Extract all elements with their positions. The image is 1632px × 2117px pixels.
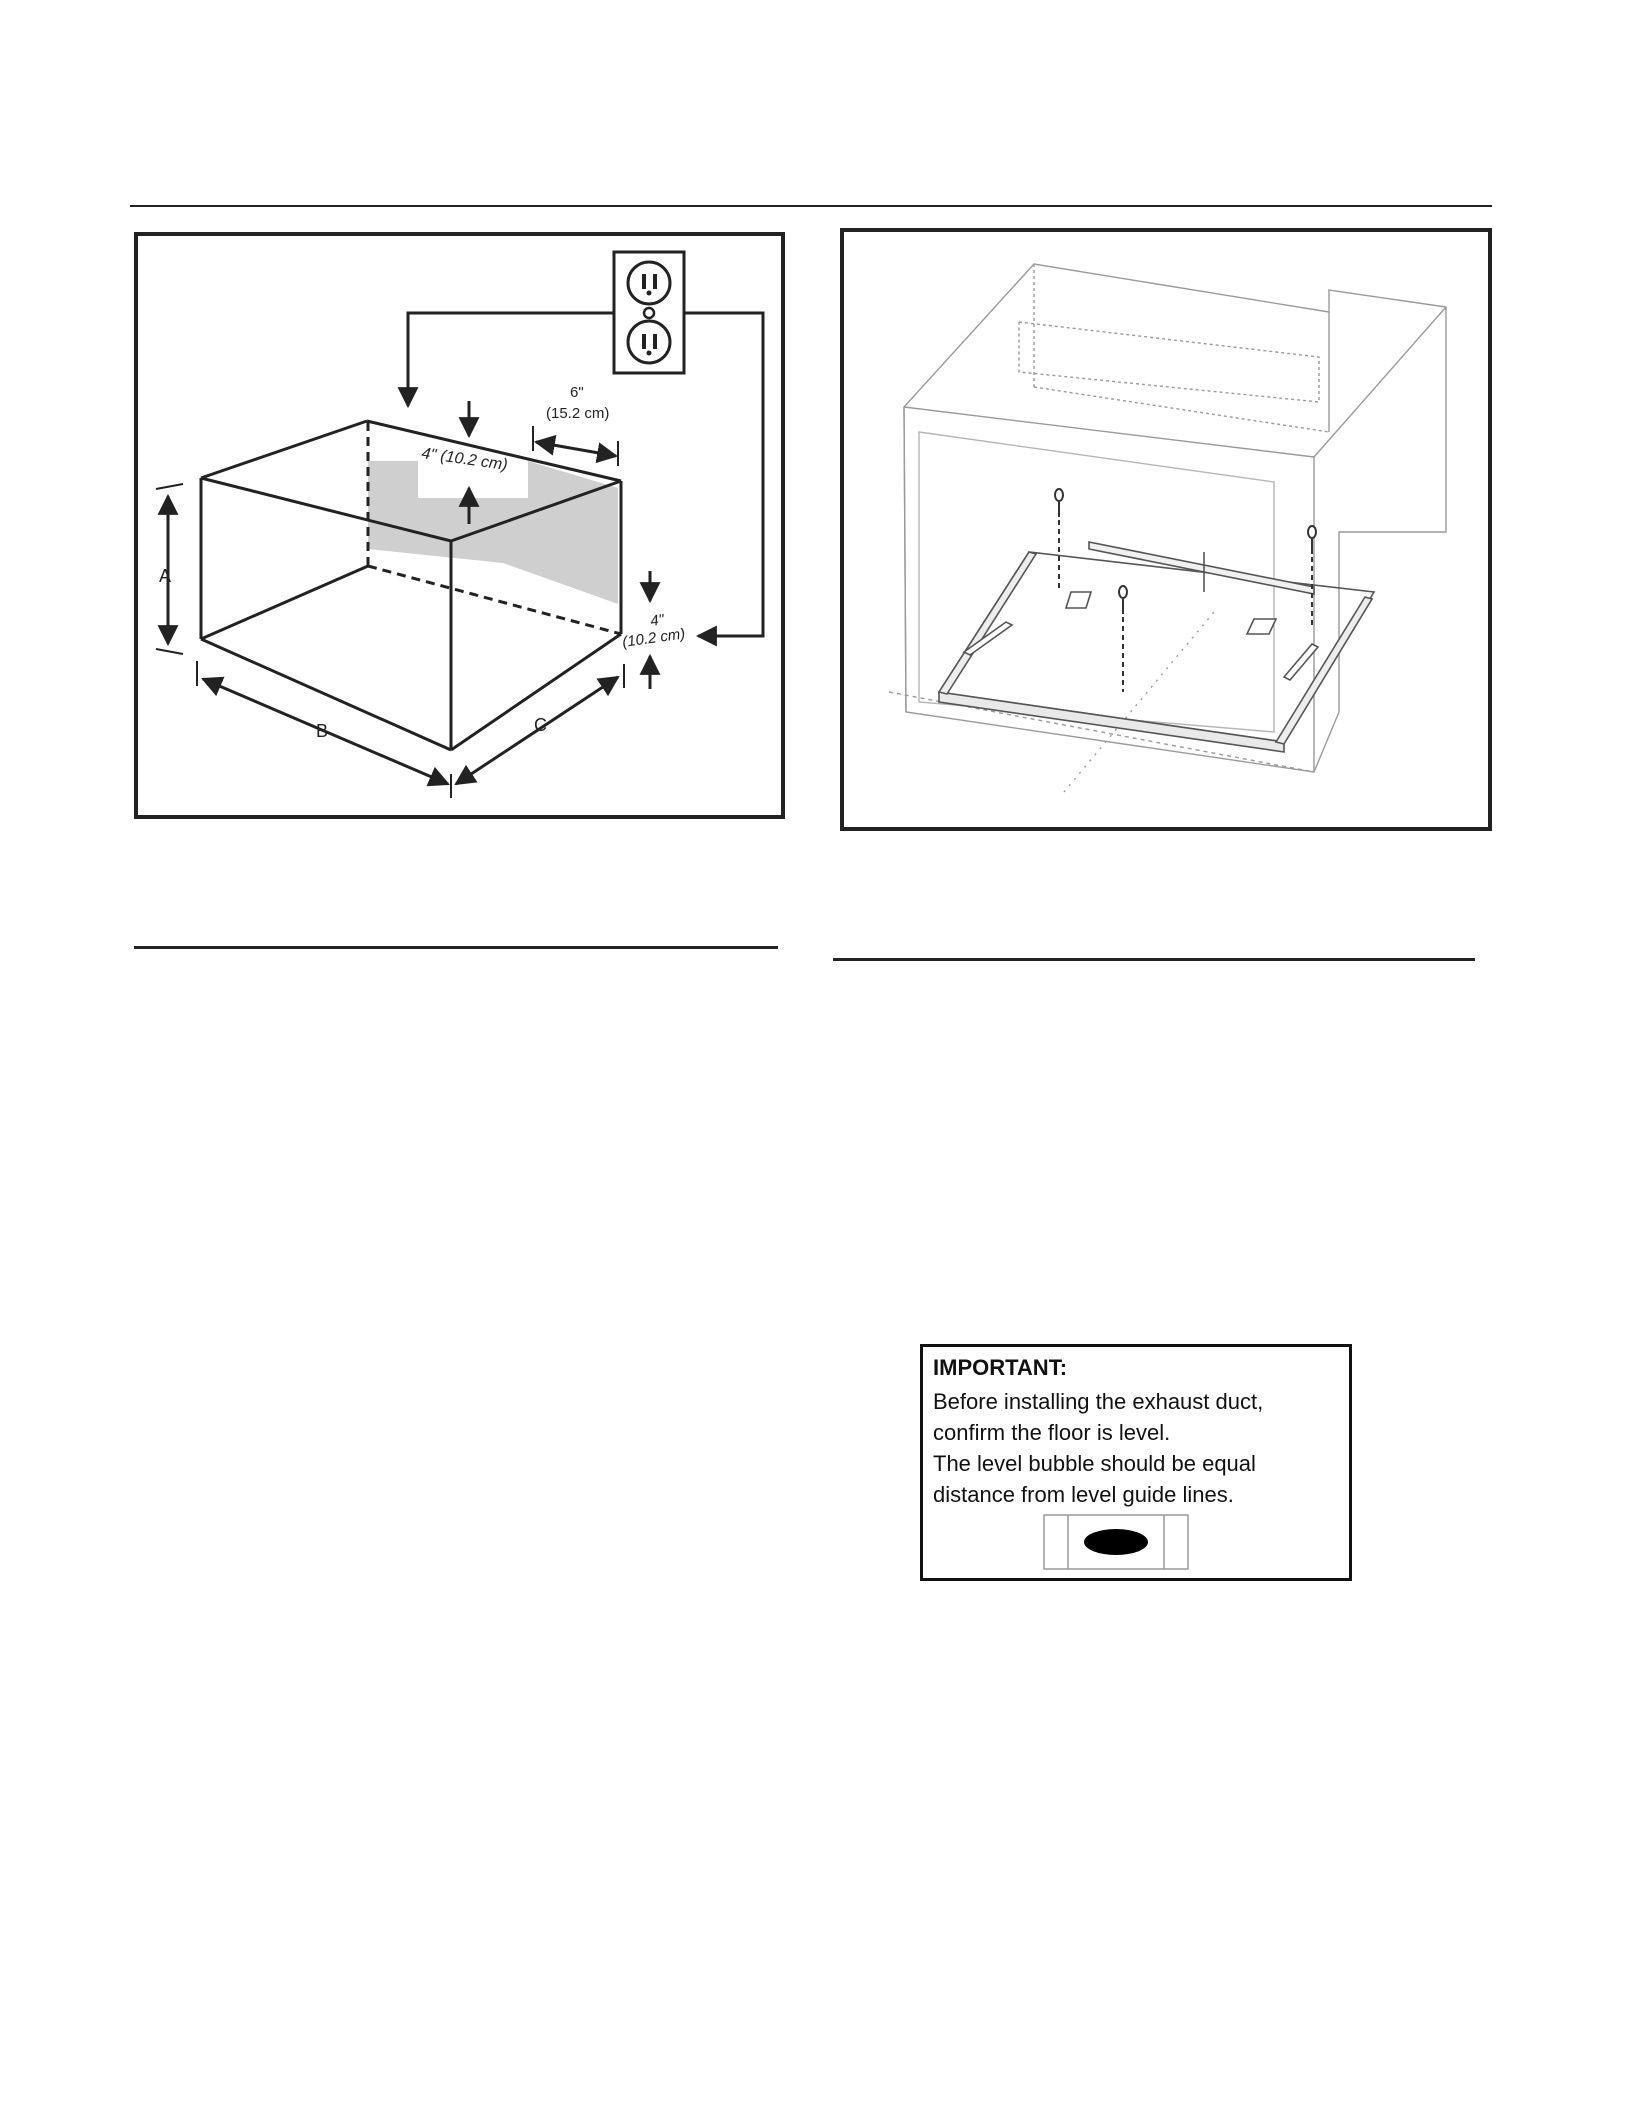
installation-diagram-figure (840, 228, 1492, 831)
important-line-1: Before installing the exhaust duct, (933, 1389, 1264, 1414)
section-rule-right (833, 958, 1475, 961)
side-clearance-cm-label: (15.2 cm) (546, 405, 610, 422)
dimension-c-label: C (534, 715, 547, 735)
dimension-b-label: B (316, 721, 329, 741)
bottom-clearance-in-label: 4" (649, 611, 666, 630)
side-clearance-arrow (536, 442, 616, 456)
bottom-clearance-cm-label: (10.2 cm) (621, 625, 687, 651)
important-line-4: distance from level guide lines. (933, 1482, 1234, 1507)
top-clearance-label: 4" (10.2 cm) (420, 445, 509, 475)
electrical-outlet-icon (614, 252, 684, 373)
mounting-screws (1055, 489, 1316, 614)
important-line-2: confirm the floor is level. (933, 1420, 1171, 1445)
important-callout (920, 1344, 1352, 1581)
level-bubble-icon (1043, 1514, 1189, 1570)
header-rule (130, 205, 1492, 207)
important-line-3: The level bubble should be equal (933, 1451, 1256, 1476)
installation-diagram (844, 232, 1496, 835)
important-title: IMPORTANT: (933, 1355, 1068, 1380)
clearance-diagram-figure (134, 232, 785, 819)
clearance-diagram (138, 236, 789, 823)
side-clearance-in-label: 6" (570, 384, 584, 401)
outlet-lead-right (684, 313, 763, 636)
section-rule-left (134, 946, 778, 949)
dimension-a-label: A (159, 566, 172, 586)
